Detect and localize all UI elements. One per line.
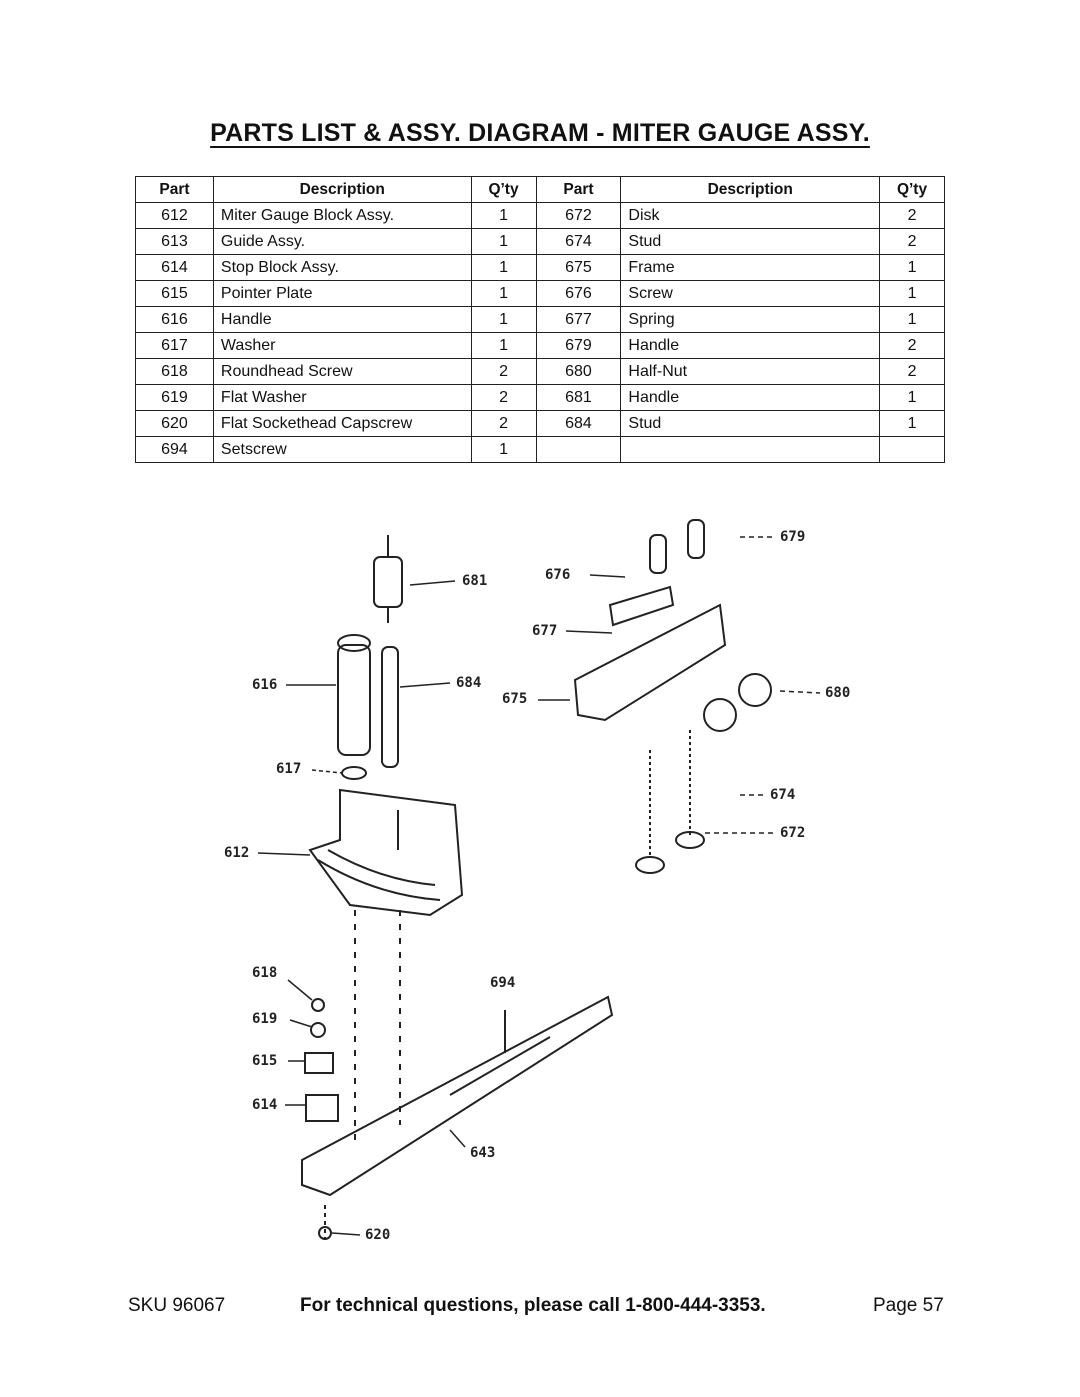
part-number-cell: 616 [136,307,214,333]
header-qty: Q’ty [880,177,945,203]
quantity-cell: 1 [880,385,945,411]
table-row [136,437,945,463]
part-number-cell: 675 [536,255,621,281]
handle-679b-shape [688,520,704,558]
quantity-cell: 1 [471,229,536,255]
description-cell [621,437,880,463]
callout-label: 620 [365,1227,391,1243]
table-row [136,229,945,255]
part-number-cell [536,437,621,463]
callout-label: 617 [276,761,302,777]
table-row [136,385,945,411]
header-part: Part [536,177,621,203]
callout-label: 615 [252,1053,278,1069]
table-row [136,203,945,229]
quantity-cell: 1 [471,255,536,281]
description-cell: Setscrew [213,437,471,463]
miter-gauge-assembly-diagram [200,505,900,1265]
quantity-cell [880,437,945,463]
disk-672-shape [636,857,664,873]
handle-616-cap [338,635,370,651]
part-number-cell: 614 [136,255,214,281]
description-cell: Spring [621,307,880,333]
header-qty: Q’ty [471,177,536,203]
callout-label: 614 [252,1097,278,1113]
washer-619-shape [311,1023,325,1037]
description-cell: Roundhead Screw [213,359,471,385]
callout-label: 672 [780,825,806,841]
header-description: Description [621,177,880,203]
part-number-cell: 615 [136,281,214,307]
callout-label: 684 [456,675,482,691]
parts-table [135,176,945,463]
part-number-cell: 684 [536,411,621,437]
quantity-cell: 2 [880,203,945,229]
part-number-cell: 672 [536,203,621,229]
handle-679-shape [650,535,666,573]
callout-label: 619 [252,1011,278,1027]
part-number-cell: 681 [536,385,621,411]
description-cell: Screw [621,281,880,307]
callout-label: 679 [780,529,806,545]
quantity-cell: 2 [880,229,945,255]
callout-label: 694 [490,975,516,991]
quantity-cell: 1 [880,255,945,281]
quantity-cell: 1 [471,203,536,229]
callout-label: 676 [545,567,571,583]
part-number-cell: 674 [536,229,621,255]
table-row [136,411,945,437]
part-number-cell: 620 [136,411,214,437]
part-number-cell: 694 [136,437,214,463]
part-number-cell: 612 [136,203,214,229]
callout-label: 643 [470,1145,496,1161]
description-cell: Handle [621,333,880,359]
page-title-wrap [0,119,1080,148]
quantity-cell: 1 [471,307,536,333]
handle-616-shape [338,645,370,755]
callout-label: 681 [462,573,488,589]
table-row [136,281,945,307]
description-cell: Disk [621,203,880,229]
callout-label: 618 [252,965,278,981]
table-row [136,307,945,333]
footer-tech-support: For technical questions, please call 1-800-444-3353. [300,1295,766,1316]
table-header-row [136,177,945,203]
quantity-cell: 2 [880,333,945,359]
page-title: PARTS LIST & ASSY. DIAGRAM - MITER GAUGE ASSY. [210,119,870,147]
part-number-cell: 680 [536,359,621,385]
description-cell: Frame [621,255,880,281]
table-row [136,333,945,359]
callout-label: 674 [770,787,796,803]
quantity-cell: 1 [880,281,945,307]
quantity-cell: 1 [471,333,536,359]
frame-675-shape [575,605,725,720]
footer-page-number: Page 57 [873,1295,944,1316]
stop-block-614-shape [306,1095,338,1121]
table-body [136,203,945,463]
half-nut-680-shape [704,699,736,731]
description-cell: Handle [621,385,880,411]
half-nut-680b-shape [739,674,771,706]
callout-label: 616 [252,677,278,693]
callout-label: 612 [224,845,250,861]
header-part: Part [136,177,214,203]
quantity-cell: 2 [471,359,536,385]
part-number-cell: 617 [136,333,214,359]
quantity-cell: 2 [471,385,536,411]
quantity-cell: 2 [471,411,536,437]
description-cell: Pointer Plate [213,281,471,307]
description-cell: Stop Block Assy. [213,255,471,281]
stud-684-shape [382,647,398,767]
description-cell: Stud [621,411,880,437]
quantity-cell: 2 [880,359,945,385]
description-cell: Half-Nut [621,359,880,385]
description-cell: Flat Washer [213,385,471,411]
quantity-cell: 1 [471,281,536,307]
description-cell: Miter Gauge Block Assy. [213,203,471,229]
quantity-cell: 1 [880,307,945,333]
part-number-cell: 679 [536,333,621,359]
pointer-plate-615-shape [305,1053,333,1073]
guide-bar-643-shape [302,997,612,1195]
description-cell: Washer [213,333,471,359]
description-cell: Handle [213,307,471,333]
part-number-cell: 676 [536,281,621,307]
part-number-cell: 613 [136,229,214,255]
description-cell: Guide Assy. [213,229,471,255]
spring-677-shape [610,587,673,625]
quantity-cell: 1 [471,437,536,463]
description-cell: Flat Sockethead Capscrew [213,411,471,437]
description-cell: Stud [621,229,880,255]
washer-617-shape [342,767,366,779]
part-number-cell: 618 [136,359,214,385]
handle-681-shape [374,557,402,607]
quantity-cell: 1 [880,411,945,437]
callout-label: 677 [532,623,558,639]
part-number-cell: 619 [136,385,214,411]
footer-sku: SKU 96067 [128,1295,226,1316]
table-row [136,359,945,385]
callout-label: 675 [502,691,528,707]
screw-618-shape [312,999,324,1011]
part-number-cell: 677 [536,307,621,333]
header-description: Description [213,177,471,203]
table-row [136,255,945,281]
callout-label: 680 [825,685,851,701]
